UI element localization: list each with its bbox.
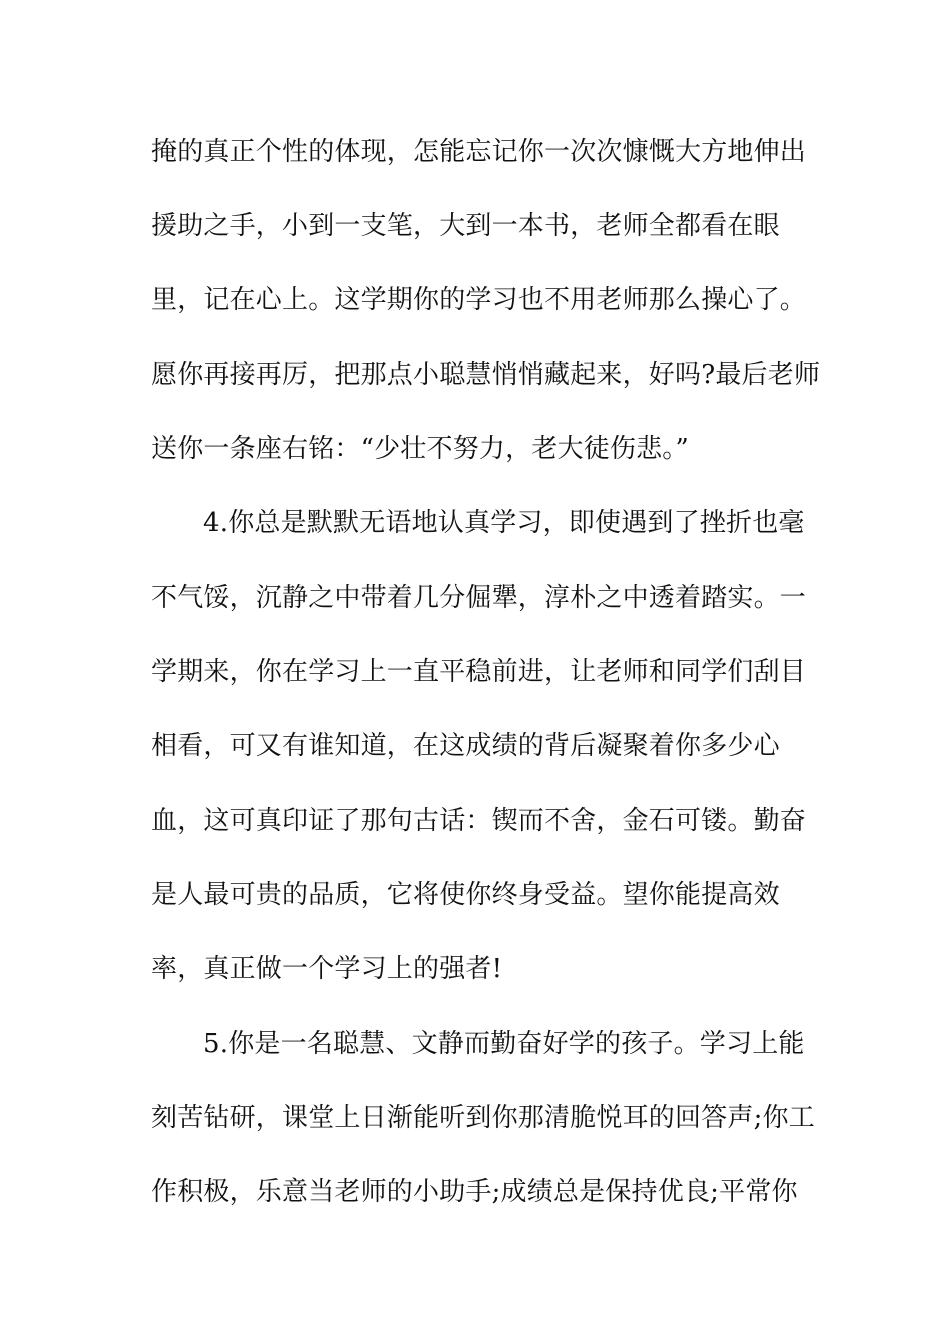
text-line: 愿你再接再厉，把那点小聪慧悄悄藏起来，好吗?最后老师 [151, 360, 821, 390]
text-line: 里，记在心上。这学期你的学习也不用老师那么操心了。 [151, 285, 807, 315]
text-line: 掩的真正个性的体现，怎能忘记你一次次慷慨大方地伸出 [151, 137, 807, 167]
text-line: 刻苦钻研，课堂上日渐能听到你那清脆悦耳的回答声;你工 [151, 1103, 815, 1133]
paragraph-5-first-line: 5.你是一名聪慧、文静而勤奋好学的孩子。学习上能 [203, 1029, 805, 1059]
text-line: 血，这可真印证了那句古话：锲而不舍，金石可镂。勤奋 [151, 806, 807, 836]
text-line: 是人最可贵的品质，它将使你终身受益。望你能提高效 [151, 880, 780, 910]
text-line: 学期来，你在学习上一直平稳前进，让老师和同学们刮目 [151, 657, 807, 687]
text-line: 作积极，乐意当老师的小助手;成绩总是保持优良;平常你 [151, 1177, 798, 1207]
paragraph-4-first-line: 4.你总是默默无语地认真学习，即使遇到了挫折也毫 [203, 508, 805, 538]
text-line: 送你一条座右铭：“少壮不努力，老大徒伤悲。” [151, 434, 689, 464]
text-line: 率，真正做一个学习上的强者! [151, 954, 503, 984]
text-line: 援助之手，小到一支笔，大到一本书，老师全都看在眼 [151, 211, 780, 241]
text-line: 相看，可又有谁知道，在这成绩的背后凝聚着你多少心 [151, 731, 780, 761]
text-line: 不气馁，沉静之中带着几分倔犟，淳朴之中透着踏实。一 [151, 583, 807, 613]
